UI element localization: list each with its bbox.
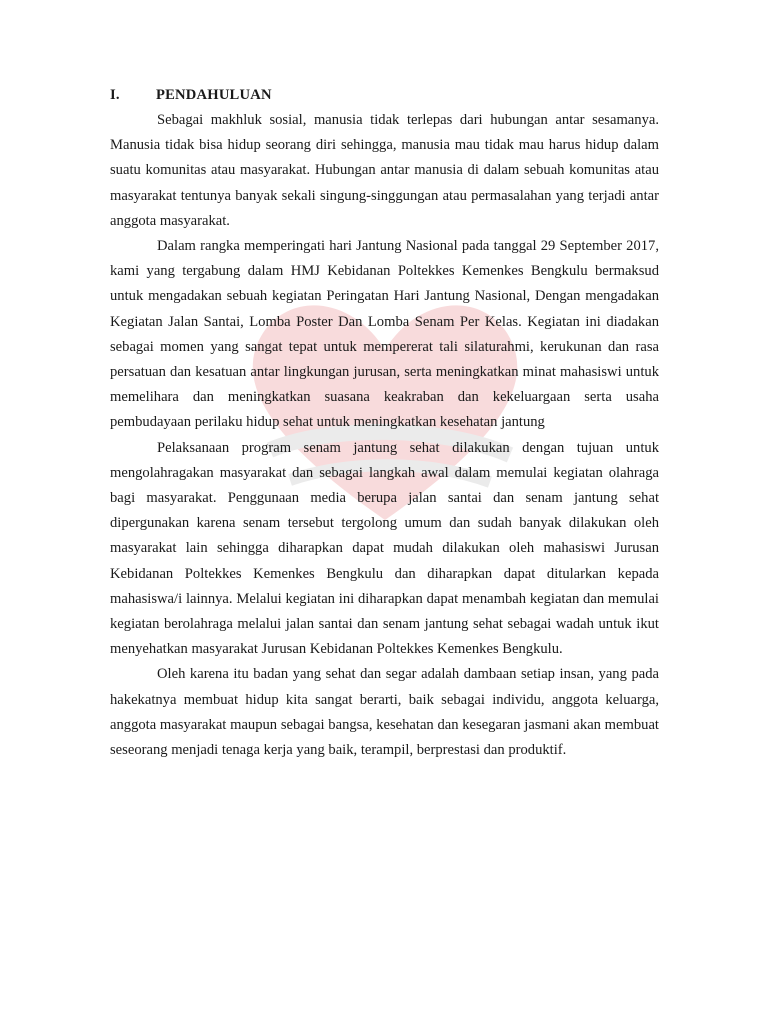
section-title: PENDAHULUAN — [156, 87, 272, 103]
paragraph-4: Oleh karena itu badan yang sehat dan segar adalah dambaan setiap insan, yang pada hakekatnya membuat hidup kita sangat berarti, baik sebagai individu, anggota keluarga, anggota masyarakat maupun sebagai bangsa, kesehatan dan kesegaran jasmani akan membuat seseorang menjadi tenaga kerja yang baik, terampil, berprestasi dan produktif. — [110, 666, 659, 759]
section-heading — [110, 83, 659, 108]
paragraph-2: Dalam rangka memperingati hari Jantung Nasional pada tanggal 29 September 2017, kami yang tergabung dalam HMJ Kebidanan Poltekkes Kemenkes Bengkulu bermaksud untuk mengadakan sebuah kegiatan Peringatan Hari Jantung Nasional, Dengan mengadakan Kegiatan Jalan Santai, Lomba Poster Dan Lomba Senam Per Kelas. Kegiatan ini diadakan sebagai momen yang sangat tepat untuk mempererat tali silaturahmi, kerukunan dan rasa persatuan dan kesatuan antar lingkungan jurusan, serta meningkatkan minat mahasiswi untuk memelihara dan meningkatkan suasana keakraban dan kekeluargaan serta usaha pembudayaan perilaku hidup sehat untuk meningkatkan kesehatan jantung — [110, 238, 659, 431]
paragraph-3: Pelaksanaan program senam jantung sehat dilakukan dengan tujuan untuk mengolahragakan masyarakat dan sebagai langkah awal dalam memulai kegiatan olahraga bagi masyarakat. Penggunaan media berupa jalan santai dan senam jantung sehat dipergunakan karena senam tersebut tergolong umum dan sudah banyak dilakukan oleh masyarakat lain sehingga diharapkan dapat mudah dilakukan oleh mahasiswi Jurusan Kebidanan Poltekkes Kemenkes Bengkulu dan diharapkan dapat ditularkan kepada mahasiswa/i lainnya. Melalui kegiatan ini diharapkan dapat menambah kegiatan dan memulai kegiatan berolahraga melalui jalan santai dan senam jantung sehat sebagai wadah untuk ikut menyehatkan masyarakat Jurusan Kebidanan Poltekkes Kemenkes Bengkulu. — [110, 439, 659, 658]
document-page — [110, 83, 659, 763]
section-number: I. — [110, 87, 120, 103]
paragraph-1: Sebagai makhluk sosial, manusia tidak terlepas dari hubungan antar sesamanya. Manusia tidak bisa hidup seorang diri sehingga, manusia mau tidak mau harus hidup dalam suatu komunitas atau masyarakat. Hubungan antar manusia di dalam sebuah komunitas atau masyarakat tentunya banyak sekali singung-singgungan atau permasalahan yang terjadi antar anggota masyarakat. — [110, 112, 659, 229]
